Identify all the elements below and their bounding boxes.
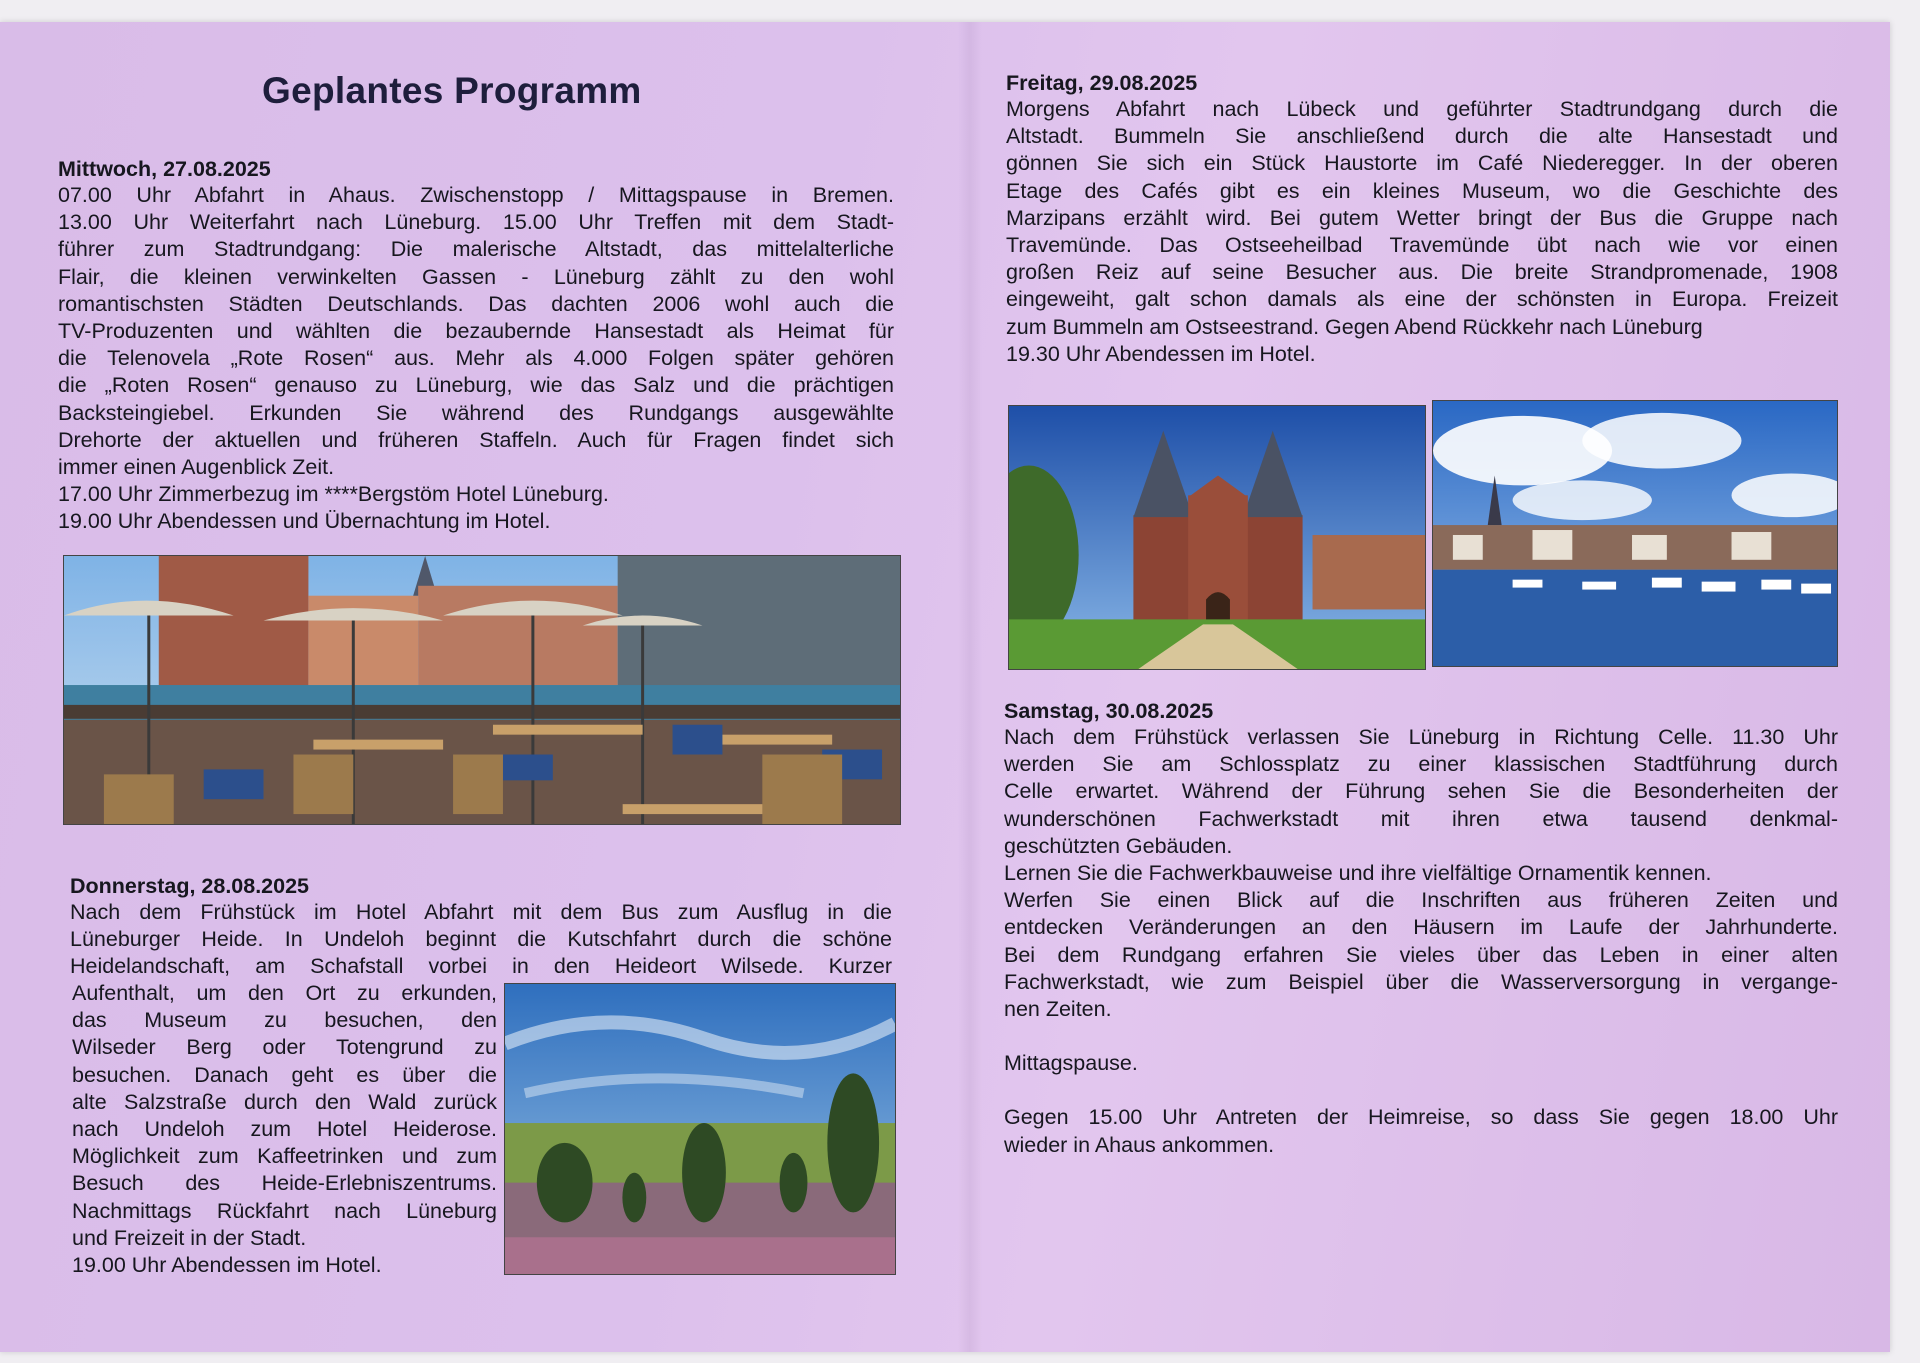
text-line: immer einen Augenblick Zeit. bbox=[58, 455, 335, 480]
text-line: TV-Produzenten und wählten die bezaubernde Hansestadt als Heimat für bbox=[58, 319, 894, 344]
text-line: geschützten Gebäuden. bbox=[1004, 833, 1233, 858]
text-line: Bei dem Rundgang erfahren Sie vieles über das Leben in einer alten bbox=[1004, 942, 1838, 967]
text-line: 19.00 Uhr Abendessen und Übernachtung im Hotel. bbox=[58, 509, 551, 534]
thursday-text-narrow bbox=[72, 980, 497, 1279]
text-line: Celle erwartet. Während der Führung sehen Sie die Besonderheiten der bbox=[1004, 779, 1838, 804]
text-line: und Freizeit in der Stadt. bbox=[72, 1225, 307, 1250]
text-line: Wilseder Berg oder Totengrund zu bbox=[72, 1035, 497, 1060]
text-line: Flair, die kleinen verwinkelten Gassen - Lüneburg zählt zu den wohl bbox=[58, 264, 894, 289]
text-line: entdecken Veränderungen an den Häusern im Laufe der Jahrhunderte. bbox=[1004, 915, 1838, 940]
wednesday-text bbox=[58, 182, 894, 536]
text-line: Lernen Sie die Fachwerkbauweise und ihre vielfältige Ornamentik kennen. bbox=[1004, 861, 1712, 886]
text-line: Nach dem Frühstück verlassen Sie Lüneburg in Richtung Celle. 11.30 Uhr bbox=[1004, 725, 1838, 749]
friday-text bbox=[1006, 96, 1838, 368]
section-saturday bbox=[1004, 698, 1838, 1159]
text-line: Aufenthalt, um den Ort zu erkunden, bbox=[72, 981, 497, 1005]
text-line: die „Roten Rosen“ genauso zu Lüneburg, wie das Salz und die prächtigen bbox=[58, 373, 894, 398]
photo-travemuende-harbour bbox=[1432, 400, 1838, 667]
text-line: das Museum zu besuchen, den bbox=[72, 1008, 497, 1033]
text-line: romantischsten Städten Deutschlands. Das dachten 2006 wohl auch die bbox=[58, 291, 894, 316]
section-thursday bbox=[70, 873, 892, 981]
text-line: werden Sie am Schlossplatz zu einer klassischen Stadtführung durch bbox=[1004, 752, 1838, 777]
text-line: 19.30 Uhr Abendessen im Hotel. bbox=[1006, 341, 1316, 366]
text-line: wieder in Ahaus ankommen. bbox=[1004, 1132, 1275, 1157]
section-friday bbox=[1006, 70, 1838, 368]
text-line: Heidelandschaft, am Schafstall vorbei in den Heideort Wilsede. Kurzer bbox=[70, 954, 892, 979]
text-line: Marzipans erzählt wird. Bei gutem Wetter bringt der Bus die Gruppe nach bbox=[1006, 205, 1838, 230]
saturday-lunch: Mittagspause. bbox=[1004, 1051, 1138, 1076]
text-line: Möglichkeit zum Kaffeetrinken und zum bbox=[72, 1144, 497, 1169]
day-heading-thursday: Donnerstag, 28.08.2025 bbox=[70, 874, 310, 898]
day-heading-saturday: Samstag, 30.08.2025 bbox=[1004, 699, 1214, 723]
text-line: 13.00 Uhr Weiterfahrt nach Lüneburg. 15.00 Uhr Treffen mit dem Stadt- bbox=[58, 210, 894, 235]
photo-lueneburger-heide bbox=[504, 983, 896, 1275]
text-line: 07.00 Uhr Abfahrt in Ahaus. Zwischenstopp / Mittagspause in Bremen. bbox=[58, 183, 894, 207]
text-line: zum Bummeln am Ostseestrand. Gegen Abend Rückkehr nach Lüneburg bbox=[1006, 314, 1703, 339]
thursday-text-full bbox=[70, 899, 892, 981]
text-line: Werfen Sie einen Blick auf die Inschriften aus früheren Zeiten und bbox=[1004, 888, 1838, 913]
text-line: Backsteingiebel. Erkunden Sie während des Rundgangs ausgewählte bbox=[58, 400, 894, 425]
section-thursday-narrow bbox=[72, 980, 497, 1279]
day-heading-friday: Freitag, 29.08.2025 bbox=[1006, 71, 1198, 95]
text-line: 19.00 Uhr Abendessen im Hotel. bbox=[72, 1253, 382, 1278]
section-wednesday bbox=[58, 156, 894, 536]
text-line: alte Salzstraße durch den Wald zurück bbox=[72, 1089, 497, 1114]
saturday-text bbox=[1004, 724, 1838, 1023]
text-line: Drehorte der aktuellen und früheren Staffeln. Auch für Fragen findet sich bbox=[58, 427, 894, 452]
text-line: Travemünde. Das Ostseeheilbad Travemünde übt nach wie vor einen bbox=[1006, 233, 1838, 258]
page-fold bbox=[958, 22, 982, 1352]
text-line: die Telenovela „Rote Rosen“ aus. Mehr als 4.000 Folgen später gehören bbox=[58, 346, 894, 371]
page-title: Geplantes Programm bbox=[262, 70, 642, 111]
text-line: Gegen 15.00 Uhr Antreten der Heimreise, so dass Sie gegen 18.00 Uhr bbox=[1004, 1105, 1838, 1130]
photo-terrace-lueneburg bbox=[63, 555, 901, 825]
text-line: wunderschönen Fachwerkstadt mit ihren etwa tausend denkmal- bbox=[1004, 806, 1838, 831]
text-line: gönnen Sie sich ein Stück Haustorte im Café Niederegger. In der oberen bbox=[1006, 151, 1838, 176]
text-line: nach Undeloh zum Hotel Heiderose. bbox=[72, 1117, 497, 1142]
text-line: 17.00 Uhr Zimmerbezug im ****Bergstöm Hotel Lüneburg. bbox=[58, 482, 609, 507]
text-line: großen Reiz auf seine Besucher aus. Die breite Strandpromenade, 1908 bbox=[1006, 260, 1838, 285]
text-line: Fachwerkstadt, wie zum Beispiel über die Wasserversorgung in vergange- bbox=[1004, 969, 1838, 994]
photo-holstentor-luebeck bbox=[1008, 405, 1426, 670]
text-line: Etage des Cafés gibt es ein kleines Museum, wo die Geschichte des bbox=[1006, 178, 1838, 203]
text-line: eingeweiht, galt schon damals als eine der schönsten in Europa. Freizeit bbox=[1006, 287, 1838, 312]
text-line: Altstadt. Bummeln Sie anschließend durch die alte Hansestadt und bbox=[1006, 124, 1838, 149]
text-line: Morgens Abfahrt nach Lübeck und geführter Stadtrundgang durch die bbox=[1006, 97, 1838, 121]
text-line: Besuch des Heide-Erlebniszentrums. bbox=[72, 1171, 497, 1196]
text-line: nen Zeiten. bbox=[1004, 997, 1112, 1022]
text-line: Lüneburger Heide. In Undeloh beginnt die Kutschfahrt durch die schöne bbox=[70, 927, 892, 952]
text-line: führer zum Stadtrundgang: Die malerische Altstadt, das mittelalterliche bbox=[58, 237, 894, 262]
text-line: Nachmittags Rückfahrt nach Lüneburg bbox=[72, 1198, 497, 1223]
saturday-return-text bbox=[1004, 1104, 1838, 1158]
text-line: besuchen. Danach geht es über die bbox=[72, 1062, 497, 1087]
day-heading-wednesday: Mittwoch, 27.08.2025 bbox=[58, 157, 271, 181]
text-line: Nach dem Frühstück im Hotel Abfahrt mit dem Bus zum Ausflug in die bbox=[70, 900, 892, 924]
